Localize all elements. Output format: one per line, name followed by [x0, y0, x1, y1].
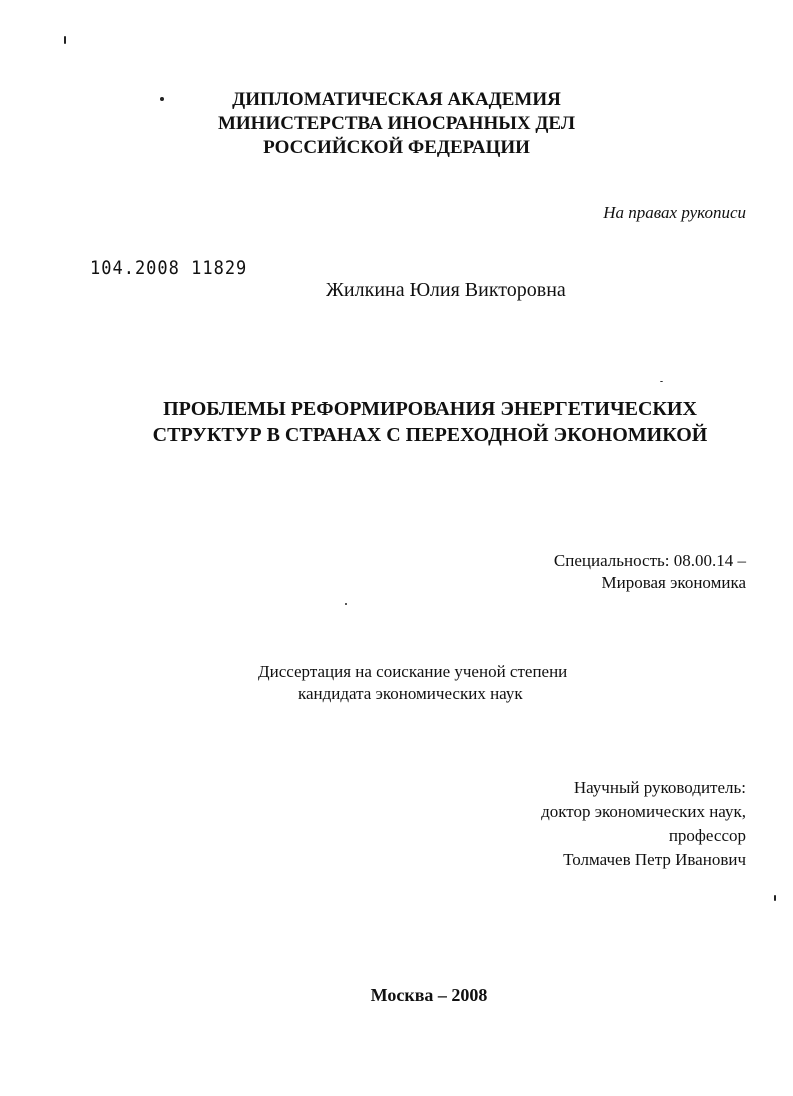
city-year: Москва – 2008 [370, 985, 488, 1005]
specialty-code: Специальность: 08.00.14 – [553, 551, 746, 570]
title-line: СТРУКТУР В СТРАНАХ С ПЕРЕХОДНОЙ ЭКОНОМИКОЙ [152, 424, 708, 446]
advisor-block [541, 776, 746, 872]
title-line: ПРОБЛЕМЫ РЕФОРМИРОВАНИЯ ЭНЕРГЕТИЧЕСКИХ [163, 398, 697, 420]
specialty-block [554, 550, 746, 594]
scan-speck [774, 895, 776, 901]
institution-header [0, 88, 793, 160]
degree-line: Диссертация на соискание ученой степени [258, 662, 568, 681]
degree-block [258, 661, 567, 705]
degree-line: кандидата экономических наук [298, 684, 523, 703]
manuscript-note: На правах рукописи [603, 203, 746, 222]
scan-speck [660, 381, 663, 382]
institution-line: РОССИЙСКОЙ ФЕДЕРАЦИИ [263, 137, 530, 158]
author-name: Жилкина Юлия Викторовна [326, 279, 566, 301]
dissertation-title [0, 396, 793, 448]
archive-stamp: 104.2008 11829 [90, 257, 248, 280]
advisor-degree: доктор экономических наук, [541, 802, 746, 821]
scan-speck [64, 36, 66, 44]
specialty-name: Мировая экономика [601, 573, 746, 592]
advisor-label: Научный руководитель: [573, 778, 746, 797]
scan-speck [345, 603, 347, 605]
institution-line: ДИПЛОМАТИЧЕСКАЯ АКАДЕМИЯ [232, 89, 561, 110]
advisor-name: Толмачев Петр Иванович [563, 850, 746, 869]
institution-line: МИНИСТЕРСТВА ИНОСРАННЫХ ДЕЛ [217, 113, 576, 134]
advisor-title: профессор [668, 826, 746, 845]
